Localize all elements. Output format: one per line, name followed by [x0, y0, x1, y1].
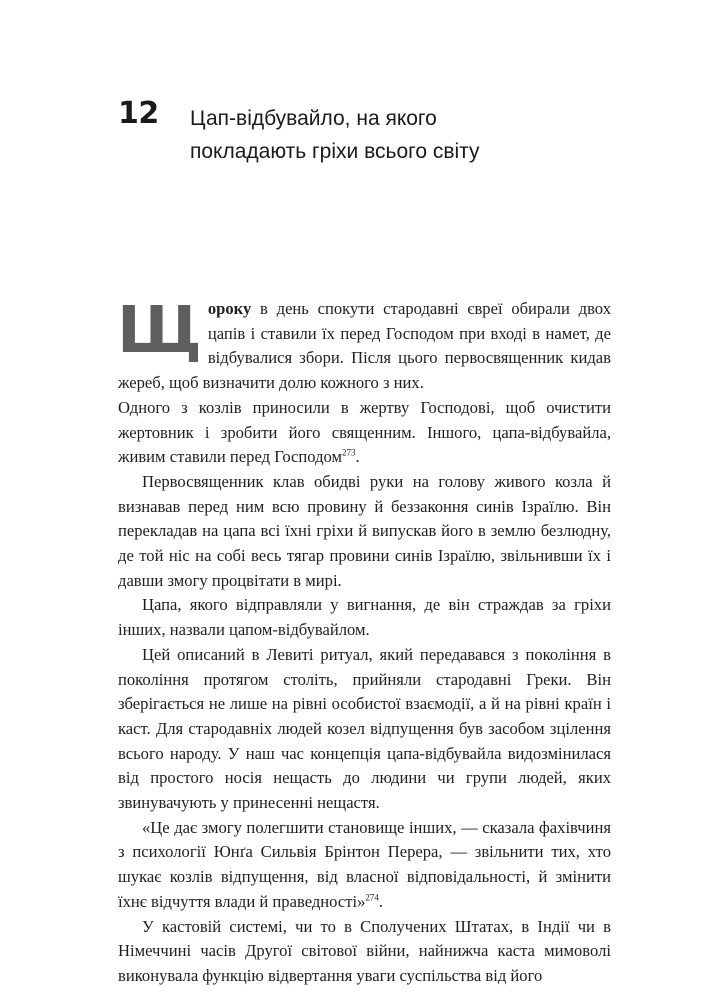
- paragraph-2-text: Одного з козлів приносили в жертву Господові, щоб очистити жертовник і зробити його священним. Іншого, цапа-відбувайла, живим ставили перед Господом: [118, 397, 611, 467]
- chapter-title: [190, 102, 610, 168]
- paragraph-4: Цапа, якого відправляли у вигнання, де він страждав за гріхи інших, назвали цапом-відбувайлом.: [118, 595, 611, 640]
- lead-in-word: ороку: [207, 299, 252, 318]
- footnote-ref-273: 273: [342, 447, 356, 458]
- paragraph-7: У кастовій системі, чи то в Сполучених Штатах, в Індії чи в Німеччині часів Другої світової війни, найнижча каста мимоволі виконувала функцію відвертання уваги суспільства від його: [118, 916, 611, 985]
- chapter-title-line-2: покладають гріхи всього світу: [190, 140, 480, 163]
- paragraph-1: [117, 294, 611, 396]
- paragraph-2-end: .: [355, 447, 360, 467]
- paragraph-3: Первосвященник клав обидві руки на голову живого козла й визнавав перед ним всю провину й беззаконня синів Ізраїлю. Він перекладав на цапа всі їхні гріхи й випускав його в землю безлюдну, де той ніс на собі весь тягар провини синів Ізраїлю, звільнивши їх і давши змогу процвітати в мирі.: [118, 471, 611, 590]
- paragraph-5: Цей описаний в Левиті ритуал, який передавався з покоління в покоління протягом століть, прийняли стародавні Греки. Він зберігається не лише на рівні особистої взаємодії, а й на рівні країн і каст. Для стародавніх людей козел відпущення був засобом зцілення всього народу. У наш час концепція цапа-відбувайла видозмінилася від простого носія нещасть до людини чи групи людей, яких звинувачують у принесенні нещастя.: [118, 644, 611, 813]
- drop-cap: Щ: [117, 294, 202, 368]
- paragraph-2: [118, 396, 611, 470]
- footnote-ref-274: 274: [365, 892, 379, 903]
- chapter-number: 12: [118, 96, 159, 131]
- chapter-body: [117, 294, 611, 989]
- paragraph-6: [118, 816, 611, 915]
- chapter-title-line-1: Цап-відбувайло, на якого: [190, 107, 437, 130]
- paragraph-6-text: «Це дає змогу полегшити становище інших, — сказала фахівчиня з психології Юнґа Сильвія Брінтон Перера, — звільнити тих, хто шукає козлів відпущення, від власної відповідальності, й змінити їхнє відчуття влади й праведності»: [118, 817, 611, 911]
- paragraph-6-end: .: [378, 891, 384, 911]
- paragraph-1-text: в день спокути стародавні євреї обирали двох цапів і ставили їх перед Господом при вході в намет, де відбувалися збори. Після цього первосвященник кидав жереб, щоб визначити долю кожного з них.: [118, 299, 611, 393]
